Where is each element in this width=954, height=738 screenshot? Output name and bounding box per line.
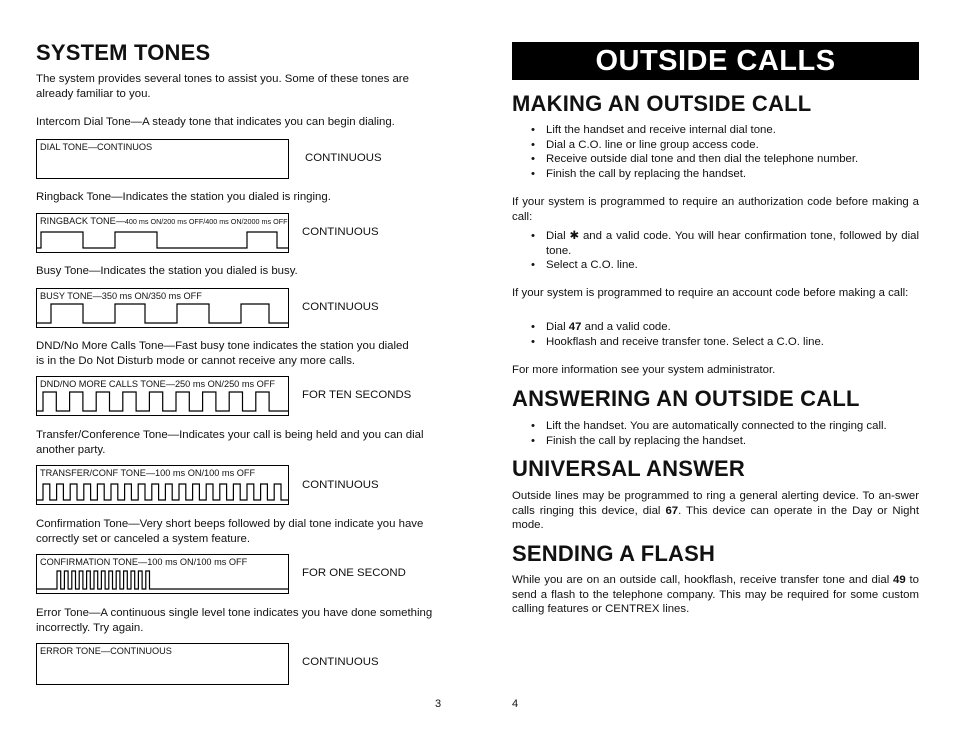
tone-description-busy: Busy Tone—Indicates the station you dialed is busy. bbox=[36, 265, 298, 277]
tone-description-error: Error Tone—A continuous single level tone indicates you have done something incorrectly. Try again. bbox=[36, 607, 433, 634]
tone-caption-ringback: CONTINUOUS bbox=[302, 226, 379, 238]
tone-box-busy bbox=[36, 288, 289, 328]
busy-waveform bbox=[37, 289, 288, 327]
tone-box-transfer bbox=[36, 465, 289, 505]
tone-box-error bbox=[36, 643, 289, 685]
list-item: • Receive outside dial tone and then dial the telephone number. bbox=[512, 152, 919, 167]
dnd-waveform bbox=[37, 377, 288, 415]
section-banner-outside-calls: OUTSIDE CALLS bbox=[512, 42, 919, 80]
transfer-waveform bbox=[37, 466, 288, 504]
tone-box-label: CONFIRMATION TONE—100 ms ON/100 ms OFF bbox=[40, 557, 248, 567]
list-item: • Dial 47 and a valid code. bbox=[512, 320, 919, 335]
list-item: • Finish the call by replacing the handset. bbox=[512, 434, 919, 449]
authorization-paragraph: If your system is programmed to require an authorization code before making a call: bbox=[512, 196, 919, 223]
heading-making-outside-call: MAKING AN OUTSIDE CALL bbox=[512, 91, 812, 116]
list-item: • Select a C.O. line. bbox=[512, 258, 919, 273]
heading-universal-answer: UNIVERSAL ANSWER bbox=[512, 456, 745, 481]
account-code-steps bbox=[512, 320, 919, 349]
list-item: • Lift the handset. You are automatically connected to the ringing call. bbox=[512, 419, 919, 434]
answering-steps bbox=[512, 419, 919, 448]
tone-caption-busy: CONTINUOUS bbox=[302, 301, 379, 313]
intro-paragraph: The system provides several tones to assist you. Some of these tones are already familiar to you. bbox=[36, 73, 409, 100]
tone-box-label: BUSY TONE—350 ms ON/350 ms OFF bbox=[40, 291, 202, 301]
tone-box-label: DIAL TONE—CONTINUOS bbox=[40, 142, 153, 152]
tone-description-confirmation: Confirmation Tone—Very short beeps followed by dial tone indicate you have correctly set or canceled a system feature. bbox=[36, 518, 424, 545]
making-call-steps bbox=[512, 123, 919, 181]
list-item: • Hookflash and receive transfer tone. Select a C.O. line. bbox=[512, 335, 919, 350]
heading-sending-flash: SENDING A FLASH bbox=[512, 541, 716, 566]
tone-description-ringback: Ringback Tone—Indicates the station you dialed is ringing. bbox=[36, 191, 331, 203]
confirmation-waveform bbox=[37, 555, 288, 593]
tone-caption-dnd: FOR TEN SECONDS bbox=[302, 389, 412, 401]
tone-caption-confirmation: FOR ONE SECOND bbox=[302, 567, 406, 579]
tone-box-label: TRANSFER/CONF TONE—100 ms ON/100 ms OFF bbox=[40, 468, 256, 478]
tone-caption-error: CONTINUOUS bbox=[302, 656, 379, 668]
tone-description-dnd: DND/No More Calls Tone—Fast busy tone indicates the station you dialed is in the Do Not Disturb mode or cannot receive any more calls. bbox=[36, 340, 409, 367]
page-number-right: 4 bbox=[512, 698, 519, 710]
tone-box-label: ERROR TONE—CONTINUOUS bbox=[40, 646, 172, 656]
tone-caption-transfer: CONTINUOUS bbox=[302, 479, 379, 491]
more-info-text: For more information see your system administrator. bbox=[512, 364, 776, 376]
heading-answering-outside-call: ANSWERING AN OUTSIDE CALL bbox=[512, 386, 860, 411]
authorization-steps bbox=[512, 229, 919, 273]
page-title-system-tones: SYSTEM TONES bbox=[36, 40, 211, 65]
universal-answer-text: Outside lines may be programmed to ring a general alerting device. To an-swer calls ringing this device, dial 67. This device can operate in the Day or Night mode. bbox=[512, 490, 920, 531]
list-item: • Lift the handset and receive internal dial tone. bbox=[512, 123, 919, 138]
list-item: • Dial ✱ and a valid code. You will hear confirmation tone, followed by dial tone. bbox=[512, 229, 919, 258]
star-key-icon: ✱ bbox=[569, 230, 580, 242]
tone-box-confirmation bbox=[36, 554, 289, 594]
ringback-waveform bbox=[37, 214, 288, 252]
tone-box-dnd bbox=[36, 376, 289, 416]
page-number-left: 3 bbox=[435, 698, 442, 710]
tone-box-label: DND/NO MORE CALLS TONE—250 ms ON/250 ms OFF bbox=[40, 379, 276, 389]
sending-flash-text: While you are on an outside call, hookflash, receive transfer tone and dial 49 to send a flash to the telephone company. This may be required for some custom calling features or CENTREX lines. bbox=[512, 574, 919, 615]
account-code-paragraph: If your system is programmed to require an account code before making a call: bbox=[512, 287, 909, 299]
tone-description-transfer: Transfer/Conference Tone—Indicates your call is being held and you can dial another party. bbox=[36, 429, 424, 456]
tone-box-dial bbox=[36, 139, 289, 179]
tone-box-label: RINGBACK TONE—400 ms ON/200 ms OFF/400 ms ON/2000 ms OFF bbox=[40, 216, 288, 226]
list-item: • Dial a C.O. line or line group access code. bbox=[512, 138, 919, 153]
tone-caption-dial: CONTINUOUS bbox=[305, 152, 382, 164]
tone-description-dial: Intercom Dial Tone—A steady tone that indicates you can begin dialing. bbox=[36, 116, 395, 128]
tone-box-ringback bbox=[36, 213, 289, 253]
list-item: • Finish the call by replacing the handset. bbox=[512, 167, 919, 182]
